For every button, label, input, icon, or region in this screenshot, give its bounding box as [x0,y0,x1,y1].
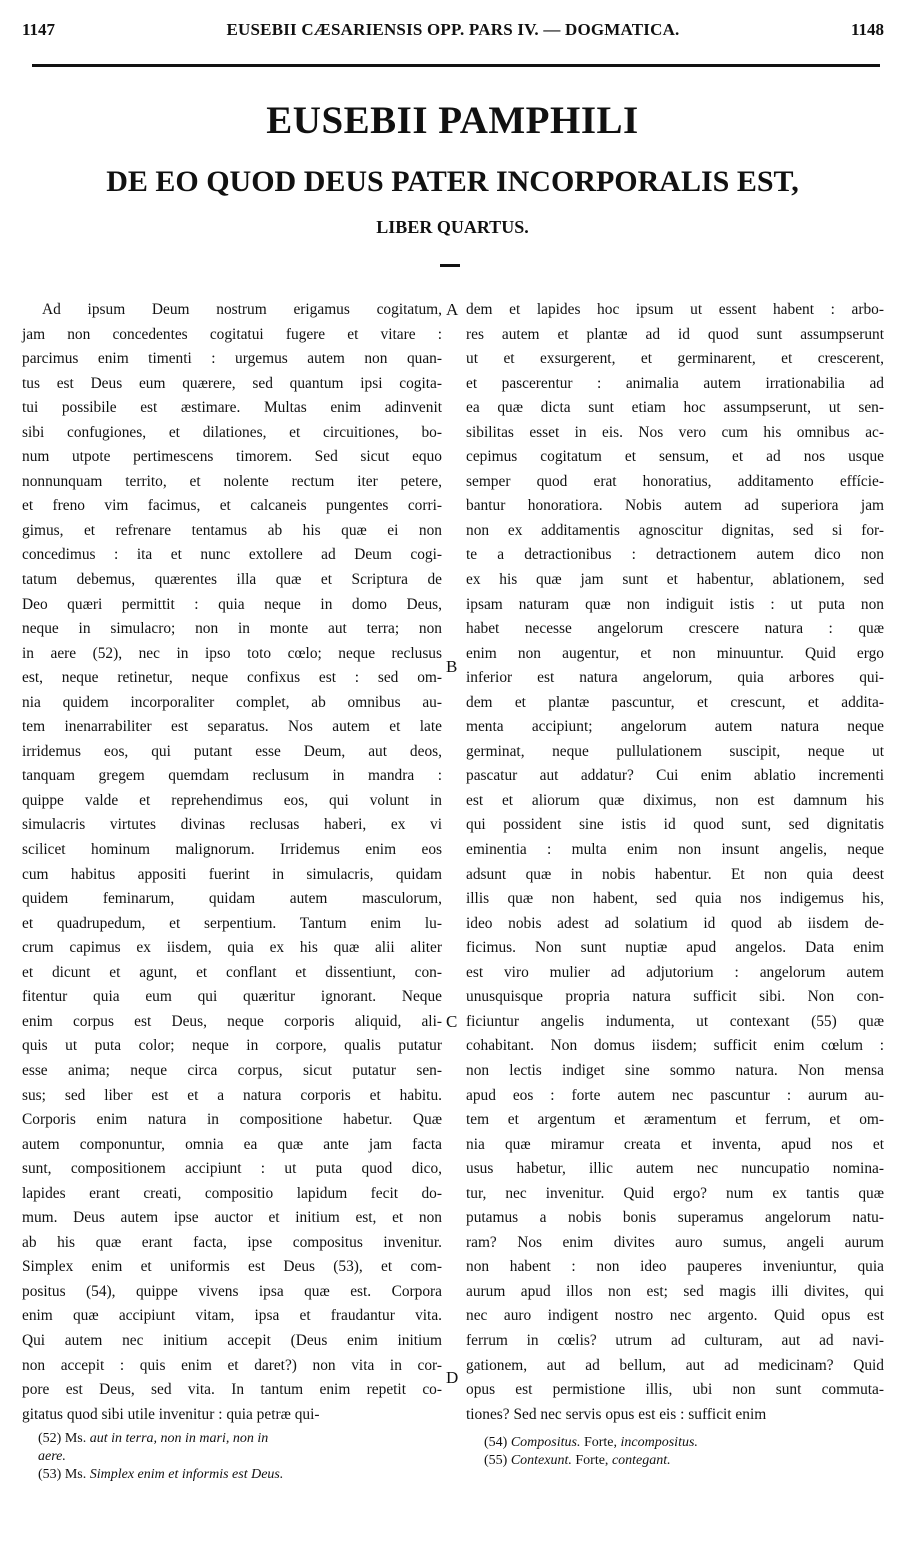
text-line: ex his quæ jam sunt et habentur, ablationem, sed [466,571,884,589]
text-line: mum. Deus autem ipse auctor et initium est, et non [22,1209,442,1227]
footnote-lemma: Contexunt. [510,1453,572,1468]
text-line: ipsam naturam quæ non indiguit istis : ut puta non [466,595,884,613]
text-line: fitentur quia eum qui quæritur ignorant. Neque [22,988,442,1006]
running-header [22,20,884,44]
footnote-ms: Ms. [64,1431,87,1446]
text-line: pascatur aut addatur? Cui enim ablatio incrementi [466,767,884,785]
footnote-52 [38,1430,438,1448]
text-line: ram? Nos enim divites auro sumus, angeli aurum [466,1233,884,1251]
footnote-number: (54) [484,1435,508,1450]
text-line: ideo nobis adest ad solatium id quod ab iisdem de- [466,914,884,932]
text-line: usus habetur, illic autem nec nuncupatio nomina- [466,1160,884,1178]
footnote-text: incompositus. [620,1435,698,1450]
text-line: illis quæ non habent, sed quia nos indigemus his, [466,890,884,908]
text-line: Ad ipsum Deum nostrum erigamus cogitatum, [42,301,442,318]
margin-letter-c: C [446,1012,458,1031]
text-line: eminentia : multa enim non insunt angelis, neque [466,841,884,859]
footnote-lemma: Compositus. [510,1435,581,1450]
text-line: concedimus : ita et nunc extollere ad Deum cogi- [22,546,442,564]
text-line: Simplex enim et uniformis est Deus (53), et com- [22,1258,442,1276]
footnote-text: Simplex enim et informis est Deus. [89,1467,284,1482]
text-line: et dicunt et agunt, et conflant et dissentiunt, con- [22,963,442,981]
text-line: et quadrupedum, et serpentium. Tantum enim lu- [22,914,442,932]
text-line: bantur honoratiora. Nobis autem ad superiora jam [466,497,884,515]
text-line: quidem feminarum, quidam autem masculorum, [22,890,442,908]
text-line: cum habitus appositi fuerint in simulacris, quidam [22,865,442,883]
text-line: non ex additamentis agnoscitur dignitas, sed si for- [466,521,884,539]
text-line: sibilitas esset in eis. Nos vero cum his omnibus ac- [466,423,884,441]
page-number-left: 1147 [22,20,56,39]
text-line: est, neque retinetur, neque confixus est : sed om- [22,669,442,687]
text-line: enim non augentur, et non minuuntur. Quid ergo [466,644,884,662]
text-line: irridemus eos, qui putant esse Deum, aut deos, [22,742,442,760]
text-line: nia quæ miramur creata et inventa, apud nos et [466,1135,884,1153]
text-line: simulacris virtutes divinas reclusas haberi, ex vi [22,816,442,834]
text-line: semper quod erat honoratius, additamento effície- [466,472,884,490]
header-rule [32,64,880,67]
text-line: est viro mulier ad adjutorium : angelorum autem [466,963,884,981]
running-title: EUSEBII CÆSARIENSIS OPP. PARS IV. — DOGMATICA. [226,20,680,39]
text-line: tiones? Sed nec servis opus est eis : sufficit enim [466,1405,767,1423]
footnote-number: (52) [38,1431,62,1446]
text-line: crum capimus ex iisdem, quia ex his quæ alii aliter [22,939,442,957]
text-line: num utpote pertimescens timorem. Sed sicut equo [22,448,442,466]
book-title: LIBER QUARTUS. [376,217,529,237]
text-line: in aere (52), nec in ipso toto cœlo; neque reclusus [22,644,442,662]
text-line: ficiuntur angelis indumenta, ut contexant (55) quæ [466,1012,884,1030]
footnote-number: (55) [484,1453,508,1468]
text-line: tui possibile est æstimare. Multas enim adinvenit [22,399,442,417]
text-line: non accepit : quis enim et daret?) non vita in cor- [22,1356,442,1374]
footnote-forte: Forte, [583,1435,618,1450]
text-line: dem et plantæ pascuntur, et crescunt, et addita- [466,693,884,711]
page-number-right: 1148 [850,20,884,39]
text-line: sus; sed liber est et a natura corporis et habitu. [22,1086,442,1104]
text-line: cohabitant. Non domus iisdem; sufficit enim cœlum : [466,1037,884,1055]
text-line: non habent : non ideo pauperes inveniuntur, quia [466,1258,884,1276]
footnote-text: aut in terra, non in mari, non in [89,1431,269,1446]
footnote-55 [484,1452,864,1470]
text-line: ferrum in cœlis? utrum ad culturam, aut ad navi- [466,1331,884,1349]
text-line: tem et argentum et æramentum et ferrum, et om- [466,1111,884,1129]
text-line: neque in simulacro; non in monte aut terra; non [22,620,442,638]
title-dash [440,264,460,267]
right-column [466,298,884,1427]
footnote-text-cont: aere. [38,1449,66,1464]
text-line: tem inenarrabiliter est separatus. Nos autem et late [22,718,442,736]
text-line: gimus, et refrenare tentamus ab his quæ ei non [22,521,442,539]
text-line: nonnunquam territo, et nolente rectum iter petere, [22,472,442,490]
text-line: positus (54), quippe vivens ipsa quæ est. Corpora [22,1282,442,1300]
text-line: tus est Deus eum quærere, sed quantum ipsi cogita- [22,374,442,392]
text-line: scilicet hominum malignorum. Irridemus enim eos [22,841,442,859]
text-line: dem et lapides hoc ipsum ut essent habent : arbo- [466,301,884,318]
text-line: quis ut puta color; neque in corpore, qualis putatur [22,1037,442,1055]
text-line: parcimus enim timenti : urgemus autem non quan- [22,350,442,368]
text-line: non lectis indiget sine sommo natura. Non mensa [466,1061,884,1079]
footnote-54 [484,1434,864,1452]
footnote-ms: Ms. [64,1467,87,1482]
text-line: tur, nec invenitur. Quid ergo? num ex tantis quæ [466,1184,884,1202]
text-line: enim corpus est Deus, neque corporis aliquid, ali- [22,1012,442,1030]
margin-letter-d: D [446,1368,459,1387]
text-line: putamus a nobis bonis superamus angelorum natu- [466,1209,884,1227]
work-title: DE EO QUOD DEUS PATER INCORPORALIS EST, [106,165,799,198]
text-line: res autem et plantæ ad id quod sunt assumpserunt [466,325,884,343]
text-line: germinat, neque pullulationem suscipit, neque ut [466,742,884,760]
text-line: unusquisque propria natura sufficit sibi. Non con- [466,988,884,1006]
text-line: sibi confugiones, et dilationes, et circuitiones, bo- [22,423,442,441]
text-line: Corporis enim natura in compositione habetur. Quæ [22,1111,442,1129]
text-line: et freno vim facimus, et calcaneis pungentes corri- [22,497,442,515]
footnotes-right [484,1434,864,1470]
footnote-text: contegant. [611,1453,671,1468]
text-line: lapides erant creati, compositio lapidum fecit do- [22,1184,442,1202]
text-line: menta accipiunt; angelorum autem natura neque [466,718,884,736]
text-line: qui possident sine istis id quod sunt, sed dignitatis [466,816,884,834]
text-line: habet necesse angelorum crescere natura : quæ [466,620,884,638]
text-line: sunt, compositionem accipiunt : ut puta quod dico, [22,1160,442,1178]
text-line: gitatus quod sibi utile invenitur : quia petræ qui- [22,1405,320,1423]
text-line: pore est Deus, sed vita. In tantum enim repetit co- [22,1381,442,1399]
text-line: tatum debemus, quærentes illa quæ et Scriptura de [22,571,442,589]
left-column [22,298,442,1427]
text-line: Qui autem nec initium accepit (Deus enim initium [22,1331,442,1349]
footnote-52-cont [38,1448,438,1466]
text-line: inferior est natura angelorum, quia arbores qui- [466,669,884,687]
text-line: ab his quæ erant facta, ipse compositus invenitur. [22,1233,442,1251]
text-line: quippe valde et reprehendimus eos, qui volunt in [22,791,442,809]
text-line: est et aliorum quæ diximus, non est damnum his [466,791,884,809]
text-line: ea quæ dicta sunt etiam hoc assumpserunt, ut sen- [466,399,884,417]
author-title: EUSEBII PAMPHILI [266,99,639,142]
margin-letter-b: B [446,657,458,676]
text-line: ut et exsurgerent, et germinarent, et crescerent, [466,350,884,368]
text-line: te a detractionibus : detractionem autem dico non [466,546,884,564]
text-line: apud eos : forte autem nec pascuntur : aurum au- [466,1086,884,1104]
text-line: et pascerentur : animalia autem irrationabilia ad [466,374,884,392]
footnote-forte: Forte, [575,1453,609,1468]
text-line: nia quidem incorporaliter complet, ab omnibus au- [22,693,442,711]
text-line: nec auro indigent nostro nec argento. Quid opus est [466,1307,884,1325]
text-line: jam non concedentes cogitatui fugere et vitare : [22,325,442,343]
text-line: autem componuntur, omnia ea quæ ante jam facta [22,1135,442,1153]
text-line: opus est permistione illis, ubi non sunt commuta- [466,1381,884,1399]
text-line: Deo quæri permittit : quia neque in domo Deus, [22,595,442,613]
footnotes-left [38,1430,438,1484]
text-line: aurum apud illos non est; sed magis illi divites, qui [466,1282,884,1300]
text-line: adsunt quæ in nobis habentur. Et non quia deest [466,865,884,883]
text-line: enim quæ accipiunt vitam, ipsa et fraudantur vita. [22,1307,442,1325]
text-line: ficimus. Non sunt nuptiæ apud angelos. Data enim [466,939,884,957]
footnote-number: (53) [38,1467,62,1482]
text-line: tanquam gregem quemdam reclusum in mandra : [22,767,442,785]
text-line: gationem, aut ad bellum, aut ad medicinam? Quid [466,1356,884,1374]
text-line: cepimus cogitatum et sensum, et ad nos usque [466,448,884,466]
margin-letter-a: A [446,300,459,319]
text-line: esse anima; neque circa corpus, sicut putatur sen- [22,1061,442,1079]
footnote-53 [38,1466,438,1484]
